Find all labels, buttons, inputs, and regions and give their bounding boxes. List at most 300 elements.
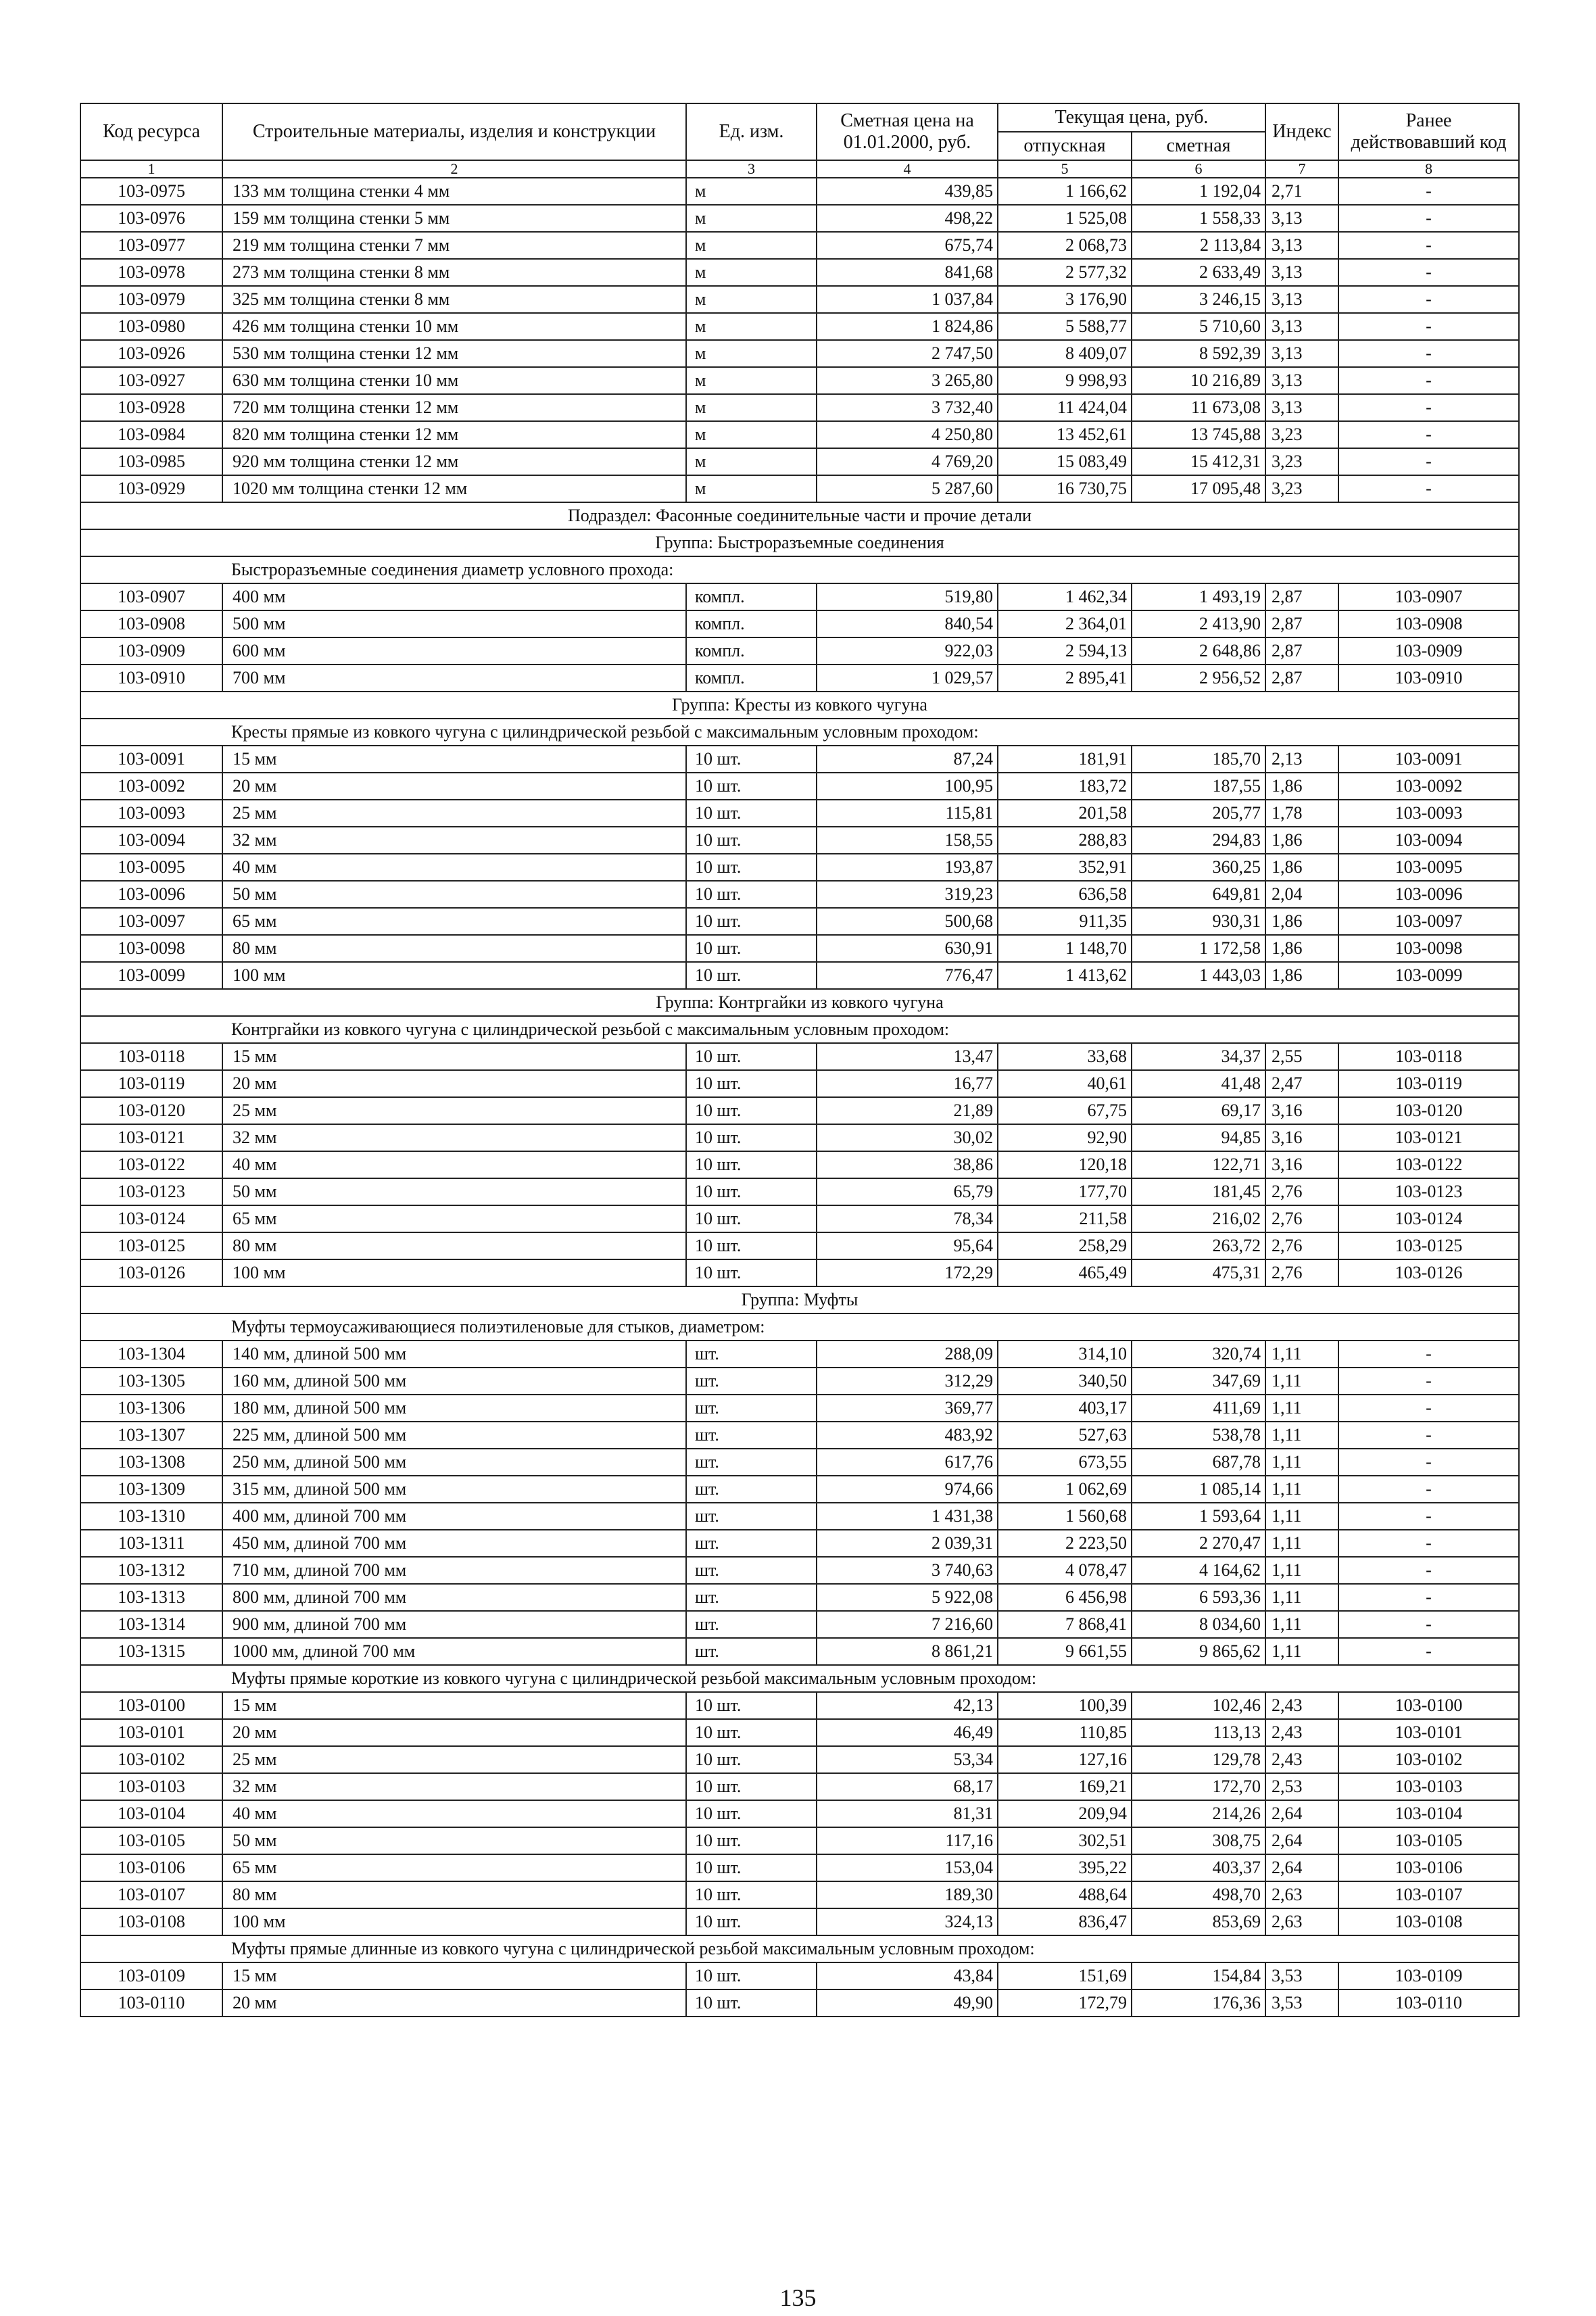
material-name: 20 мм	[222, 1989, 686, 2017]
table-row	[80, 908, 1519, 935]
previous-code: 103-0910	[1338, 665, 1519, 692]
release-price: 1 462,34	[998, 583, 1132, 610]
description-text: Муфты прямые длинные из ковкого чугуна с цилиндрической резьбой максимальным условным проходом:	[80, 1935, 1519, 1962]
base-price: 1 824,86	[817, 313, 998, 340]
index-value: 2,43	[1265, 1746, 1338, 1773]
unit: м	[686, 259, 817, 286]
estimate-price: 347,69	[1132, 1368, 1265, 1395]
release-price: 2 577,32	[998, 259, 1132, 286]
group-title: Группа: Кресты из ковкого чугуна	[80, 692, 1519, 719]
unit: компл.	[686, 583, 817, 610]
base-price: 630,91	[817, 935, 998, 962]
table-row	[80, 259, 1519, 286]
unit: шт.	[686, 1395, 817, 1422]
subsection-title: Подраздел: Фасонные соединительные части и прочие детали	[80, 502, 1519, 529]
index-value: 3,13	[1265, 232, 1338, 259]
base-price: 1 029,57	[817, 665, 998, 692]
index-value: 2,76	[1265, 1205, 1338, 1232]
previous-code: 103-0102	[1338, 1746, 1519, 1773]
table-row	[80, 1232, 1519, 1259]
previous-code: 103-0907	[1338, 583, 1519, 610]
table-row	[80, 1989, 1519, 2017]
estimate-price: 94,85	[1132, 1124, 1265, 1151]
unit: шт.	[686, 1611, 817, 1638]
material-name: 65 мм	[222, 908, 686, 935]
base-price: 319,23	[817, 881, 998, 908]
previous-code: 103-0096	[1338, 881, 1519, 908]
release-price: 1 148,70	[998, 935, 1132, 962]
material-name: 400 мм	[222, 583, 686, 610]
release-price: 340,50	[998, 1368, 1132, 1395]
base-price: 53,34	[817, 1746, 998, 1773]
group-row	[80, 989, 1519, 1016]
unit: шт.	[686, 1341, 817, 1368]
previous-code: 103-0120	[1338, 1097, 1519, 1124]
index-value: 1,11	[1265, 1611, 1338, 1638]
previous-code: 103-0106	[1338, 1854, 1519, 1881]
table-row	[80, 1449, 1519, 1476]
estimate-price: 263,72	[1132, 1232, 1265, 1259]
material-name: 50 мм	[222, 881, 686, 908]
unit: 10 шт.	[686, 1178, 817, 1205]
estimate-price: 930,31	[1132, 908, 1265, 935]
resource-code: 103-0909	[80, 637, 222, 665]
estimate-price: 403,37	[1132, 1854, 1265, 1881]
base-price: 1 037,84	[817, 286, 998, 313]
material-name: 180 мм, длиной 500 мм	[222, 1395, 686, 1422]
release-price: 258,29	[998, 1232, 1132, 1259]
release-price: 40,61	[998, 1070, 1132, 1097]
unit: 10 шт.	[686, 1854, 817, 1881]
index-value: 3,23	[1265, 475, 1338, 502]
unit: 10 шт.	[686, 1827, 817, 1854]
unit: шт.	[686, 1503, 817, 1530]
column-number: 5	[998, 160, 1132, 178]
table-body	[80, 178, 1519, 2017]
resource-code: 103-0110	[80, 1989, 222, 2017]
release-price: 9 661,55	[998, 1638, 1132, 1665]
previous-code: -	[1338, 367, 1519, 394]
material-name: 65 мм	[222, 1205, 686, 1232]
table-row	[80, 1773, 1519, 1800]
table-row	[80, 1124, 1519, 1151]
material-name: 160 мм, длиной 500 мм	[222, 1368, 686, 1395]
release-price: 465,49	[998, 1259, 1132, 1286]
index-value: 2,76	[1265, 1232, 1338, 1259]
resource-code: 103-0109	[80, 1962, 222, 1989]
table-row	[80, 854, 1519, 881]
estimate-price: 538,78	[1132, 1422, 1265, 1449]
unit: 10 шт.	[686, 1232, 817, 1259]
material-name: 920 мм толщина стенки 12 мм	[222, 448, 686, 475]
estimate-price: 216,02	[1132, 1205, 1265, 1232]
release-price: 302,51	[998, 1827, 1132, 1854]
base-price: 1 431,38	[817, 1503, 998, 1530]
base-price: 500,68	[817, 908, 998, 935]
table-row	[80, 448, 1519, 475]
release-price: 33,68	[998, 1043, 1132, 1070]
previous-code: -	[1338, 232, 1519, 259]
resource-code: 103-0106	[80, 1854, 222, 1881]
estimate-price: 154,84	[1132, 1962, 1265, 1989]
table-row	[80, 1097, 1519, 1124]
unit: м	[686, 205, 817, 232]
resource-code: 103-0102	[80, 1746, 222, 1773]
index-value: 1,11	[1265, 1638, 1338, 1665]
material-name: 315 мм, длиной 500 мм	[222, 1476, 686, 1503]
resource-code: 103-0118	[80, 1043, 222, 1070]
resource-code: 103-1307	[80, 1422, 222, 1449]
release-price: 67,75	[998, 1097, 1132, 1124]
unit: 10 шт.	[686, 1692, 817, 1719]
unit: 10 шт.	[686, 854, 817, 881]
unit: 10 шт.	[686, 1989, 817, 2017]
base-price: 78,34	[817, 1205, 998, 1232]
previous-code: 103-0094	[1338, 827, 1519, 854]
release-price: 5 588,77	[998, 313, 1132, 340]
unit: 10 шт.	[686, 1962, 817, 1989]
base-price: 8 861,21	[817, 1638, 998, 1665]
release-price: 110,85	[998, 1719, 1132, 1746]
table-row	[80, 610, 1519, 637]
unit: 10 шт.	[686, 1719, 817, 1746]
estimate-price: 187,55	[1132, 773, 1265, 800]
unit: шт.	[686, 1368, 817, 1395]
material-name: 630 мм толщина стенки 10 мм	[222, 367, 686, 394]
previous-code: -	[1338, 1530, 1519, 1557]
release-price: 288,83	[998, 827, 1132, 854]
resource-code: 103-0975	[80, 178, 222, 205]
group-title: Группа: Контргайки из ковкого чугуна	[80, 989, 1519, 1016]
base-price: 617,76	[817, 1449, 998, 1476]
estimate-price: 1 172,58	[1132, 935, 1265, 962]
material-name: 400 мм, длиной 700 мм	[222, 1503, 686, 1530]
index-value: 2,71	[1265, 178, 1338, 205]
resource-code: 103-0125	[80, 1232, 222, 1259]
header-unit: Ед. изм.	[686, 103, 817, 160]
estimate-price: 1 593,64	[1132, 1503, 1265, 1530]
resource-code: 103-0093	[80, 800, 222, 827]
desc-row	[80, 1935, 1519, 1962]
estimate-price: 113,13	[1132, 1719, 1265, 1746]
unit: шт.	[686, 1422, 817, 1449]
base-price: 158,55	[817, 827, 998, 854]
index-value: 2,63	[1265, 1908, 1338, 1935]
table-row	[80, 205, 1519, 232]
previous-code: 103-0095	[1338, 854, 1519, 881]
previous-code: 103-0118	[1338, 1043, 1519, 1070]
table-row	[80, 475, 1519, 502]
material-name: 20 мм	[222, 773, 686, 800]
resource-code: 103-0928	[80, 394, 222, 421]
index-value: 3,13	[1265, 340, 1338, 367]
material-name: 426 мм толщина стенки 10 мм	[222, 313, 686, 340]
previous-code: -	[1338, 421, 1519, 448]
material-name: 25 мм	[222, 1746, 686, 1773]
estimate-price: 1 085,14	[1132, 1476, 1265, 1503]
base-price: 675,74	[817, 232, 998, 259]
base-price: 312,29	[817, 1368, 998, 1395]
table-row	[80, 746, 1519, 773]
group-title: Группа: Быстроразъемные соединения	[80, 529, 1519, 556]
previous-code: 103-0108	[1338, 1908, 1519, 1935]
index-value: 3,13	[1265, 394, 1338, 421]
base-price: 2 747,50	[817, 340, 998, 367]
material-name: 15 мм	[222, 1043, 686, 1070]
table-row	[80, 881, 1519, 908]
base-price: 100,95	[817, 773, 998, 800]
index-value: 2,43	[1265, 1692, 1338, 1719]
release-price: 403,17	[998, 1395, 1132, 1422]
release-price: 172,79	[998, 1989, 1132, 2017]
unit: м	[686, 286, 817, 313]
table-row	[80, 178, 1519, 205]
estimate-price: 2 270,47	[1132, 1530, 1265, 1557]
base-price: 4 250,80	[817, 421, 998, 448]
base-price: 7 216,60	[817, 1611, 998, 1638]
material-name: 720 мм толщина стенки 12 мм	[222, 394, 686, 421]
material-name: 600 мм	[222, 637, 686, 665]
header-index: Индекс	[1265, 103, 1338, 160]
resource-code: 103-1314	[80, 1611, 222, 1638]
previous-code: 103-0104	[1338, 1800, 1519, 1827]
table-row	[80, 665, 1519, 692]
release-price: 527,63	[998, 1422, 1132, 1449]
release-price: 836,47	[998, 1908, 1132, 1935]
release-price: 1 413,62	[998, 962, 1132, 989]
previous-code: 103-0109	[1338, 1962, 1519, 1989]
index-value: 2,47	[1265, 1070, 1338, 1097]
index-value: 2,63	[1265, 1881, 1338, 1908]
previous-code: 103-0103	[1338, 1773, 1519, 1800]
estimate-price: 2 113,84	[1132, 232, 1265, 259]
estimate-price: 1 558,33	[1132, 205, 1265, 232]
resource-code: 103-0091	[80, 746, 222, 773]
desc-row	[80, 1665, 1519, 1692]
index-value: 3,13	[1265, 367, 1338, 394]
release-price: 3 176,90	[998, 286, 1132, 313]
previous-code: -	[1338, 448, 1519, 475]
resource-code: 103-0985	[80, 448, 222, 475]
previous-code: 103-0908	[1338, 610, 1519, 637]
resource-code: 103-1309	[80, 1476, 222, 1503]
resource-code: 103-0979	[80, 286, 222, 313]
previous-code: 103-0125	[1338, 1232, 1519, 1259]
base-price: 324,13	[817, 1908, 998, 1935]
material-name: 25 мм	[222, 1097, 686, 1124]
table-row	[80, 1395, 1519, 1422]
table-row	[80, 1908, 1519, 1935]
base-price: 4 769,20	[817, 448, 998, 475]
column-number: 4	[817, 160, 998, 178]
base-price: 16,77	[817, 1070, 998, 1097]
table-row	[80, 340, 1519, 367]
previous-code: -	[1338, 286, 1519, 313]
release-price: 151,69	[998, 1962, 1132, 1989]
estimate-price: 15 412,31	[1132, 448, 1265, 475]
base-price: 369,77	[817, 1395, 998, 1422]
material-name: 32 мм	[222, 1124, 686, 1151]
unit: компл.	[686, 665, 817, 692]
table-row	[80, 313, 1519, 340]
base-price: 153,04	[817, 1854, 998, 1881]
resource-code: 103-1315	[80, 1638, 222, 1665]
material-name: 273 мм толщина стенки 8 мм	[222, 259, 686, 286]
column-number-row	[80, 160, 1519, 178]
index-value: 1,11	[1265, 1584, 1338, 1611]
unit: 10 шт.	[686, 1259, 817, 1286]
unit: 10 шт.	[686, 935, 817, 962]
index-value: 3,13	[1265, 205, 1338, 232]
material-name: 80 мм	[222, 935, 686, 962]
table-row	[80, 1692, 1519, 1719]
estimate-price: 13 745,88	[1132, 421, 1265, 448]
base-price: 68,17	[817, 1773, 998, 1800]
resource-code: 103-0907	[80, 583, 222, 610]
material-name: 40 мм	[222, 1800, 686, 1827]
estimate-price: 1 192,04	[1132, 178, 1265, 205]
resource-code: 103-1306	[80, 1395, 222, 1422]
previous-code: -	[1338, 1557, 1519, 1584]
base-price: 49,90	[817, 1989, 998, 2017]
estimate-price: 69,17	[1132, 1097, 1265, 1124]
base-price: 840,54	[817, 610, 998, 637]
material-name: 900 мм, длиной 700 мм	[222, 1611, 686, 1638]
previous-code: -	[1338, 1503, 1519, 1530]
table-row	[80, 232, 1519, 259]
table-row	[80, 1503, 1519, 1530]
index-value: 3,13	[1265, 286, 1338, 313]
release-price: 7 868,41	[998, 1611, 1132, 1638]
previous-code: -	[1338, 340, 1519, 367]
previous-code: 103-0124	[1338, 1205, 1519, 1232]
previous-code: -	[1338, 1422, 1519, 1449]
header-base-price: Сметная цена на 01.01.2000, руб.	[817, 103, 998, 160]
resource-code: 103-0120	[80, 1097, 222, 1124]
release-price: 673,55	[998, 1449, 1132, 1476]
resource-code: 103-0101	[80, 1719, 222, 1746]
estimate-price: 853,69	[1132, 1908, 1265, 1935]
resource-code: 103-0095	[80, 854, 222, 881]
base-price: 46,49	[817, 1719, 998, 1746]
estimate-price: 17 095,48	[1132, 475, 1265, 502]
index-value: 3,16	[1265, 1151, 1338, 1178]
unit: 10 шт.	[686, 1205, 817, 1232]
index-value: 3,53	[1265, 1989, 1338, 2017]
table-row	[80, 1584, 1519, 1611]
previous-code: -	[1338, 1476, 1519, 1503]
index-value: 1,86	[1265, 908, 1338, 935]
header-code: Код ресурса	[80, 103, 222, 160]
previous-code: -	[1338, 205, 1519, 232]
previous-code: 103-0100	[1338, 1692, 1519, 1719]
material-name: 20 мм	[222, 1719, 686, 1746]
material-name: 219 мм толщина стенки 7 мм	[222, 232, 686, 259]
base-price: 189,30	[817, 1881, 998, 1908]
index-value: 1,11	[1265, 1368, 1338, 1395]
release-price: 181,91	[998, 746, 1132, 773]
material-name: 325 мм толщина стенки 8 мм	[222, 286, 686, 313]
material-name: 100 мм	[222, 1908, 686, 1935]
price-table	[80, 103, 1520, 2017]
estimate-price: 2 956,52	[1132, 665, 1265, 692]
material-name: 700 мм	[222, 665, 686, 692]
index-value: 2,13	[1265, 746, 1338, 773]
table-row	[80, 773, 1519, 800]
index-value: 3,13	[1265, 313, 1338, 340]
base-price: 117,16	[817, 1827, 998, 1854]
previous-code: -	[1338, 1584, 1519, 1611]
unit: м	[686, 394, 817, 421]
previous-code: 103-0099	[1338, 962, 1519, 989]
table-row	[80, 1719, 1519, 1746]
table-row	[80, 800, 1519, 827]
index-value: 2,76	[1265, 1259, 1338, 1286]
resource-code: 103-1312	[80, 1557, 222, 1584]
index-value: 1,86	[1265, 827, 1338, 854]
unit: 10 шт.	[686, 1881, 817, 1908]
unit: шт.	[686, 1530, 817, 1557]
table-row	[80, 827, 1519, 854]
unit: 10 шт.	[686, 1070, 817, 1097]
base-price: 193,87	[817, 854, 998, 881]
index-value: 3,16	[1265, 1124, 1338, 1151]
resource-code: 103-0097	[80, 908, 222, 935]
release-price: 2 364,01	[998, 610, 1132, 637]
group-row	[80, 1286, 1519, 1313]
estimate-price: 320,74	[1132, 1341, 1265, 1368]
index-value: 2,87	[1265, 665, 1338, 692]
resource-code: 103-0099	[80, 962, 222, 989]
base-price: 922,03	[817, 637, 998, 665]
previous-code: -	[1338, 1611, 1519, 1638]
estimate-price: 172,70	[1132, 1773, 1265, 1800]
base-price: 841,68	[817, 259, 998, 286]
unit: м	[686, 178, 817, 205]
unit: 10 шт.	[686, 746, 817, 773]
table-row	[80, 1341, 1519, 1368]
index-value: 1,11	[1265, 1422, 1338, 1449]
table-row	[80, 1178, 1519, 1205]
unit: м	[686, 232, 817, 259]
material-name: 15 мм	[222, 1962, 686, 1989]
index-value: 3,23	[1265, 448, 1338, 475]
release-price: 201,58	[998, 800, 1132, 827]
description-text: Муфты термоусаживающиеся полиэтиленовые для стыков, диаметром:	[80, 1313, 1519, 1341]
resource-code: 103-0108	[80, 1908, 222, 1935]
unit: 10 шт.	[686, 773, 817, 800]
resource-code: 103-0122	[80, 1151, 222, 1178]
resource-code: 103-0121	[80, 1124, 222, 1151]
unit: 10 шт.	[686, 1800, 817, 1827]
previous-code: -	[1338, 313, 1519, 340]
desc-row	[80, 719, 1519, 746]
price-sheet	[80, 103, 1518, 2017]
base-price: 5 287,60	[817, 475, 998, 502]
resource-code: 103-0124	[80, 1205, 222, 1232]
index-value: 1,86	[1265, 962, 1338, 989]
estimate-price: 205,77	[1132, 800, 1265, 827]
index-value: 3,23	[1265, 421, 1338, 448]
table-row	[80, 637, 1519, 665]
release-price: 1 560,68	[998, 1503, 1132, 1530]
base-price: 519,80	[817, 583, 998, 610]
base-price: 288,09	[817, 1341, 998, 1368]
resource-code: 103-0976	[80, 205, 222, 232]
table-row	[80, 394, 1519, 421]
previous-code: 103-0093	[1338, 800, 1519, 827]
index-value: 1,11	[1265, 1557, 1338, 1584]
